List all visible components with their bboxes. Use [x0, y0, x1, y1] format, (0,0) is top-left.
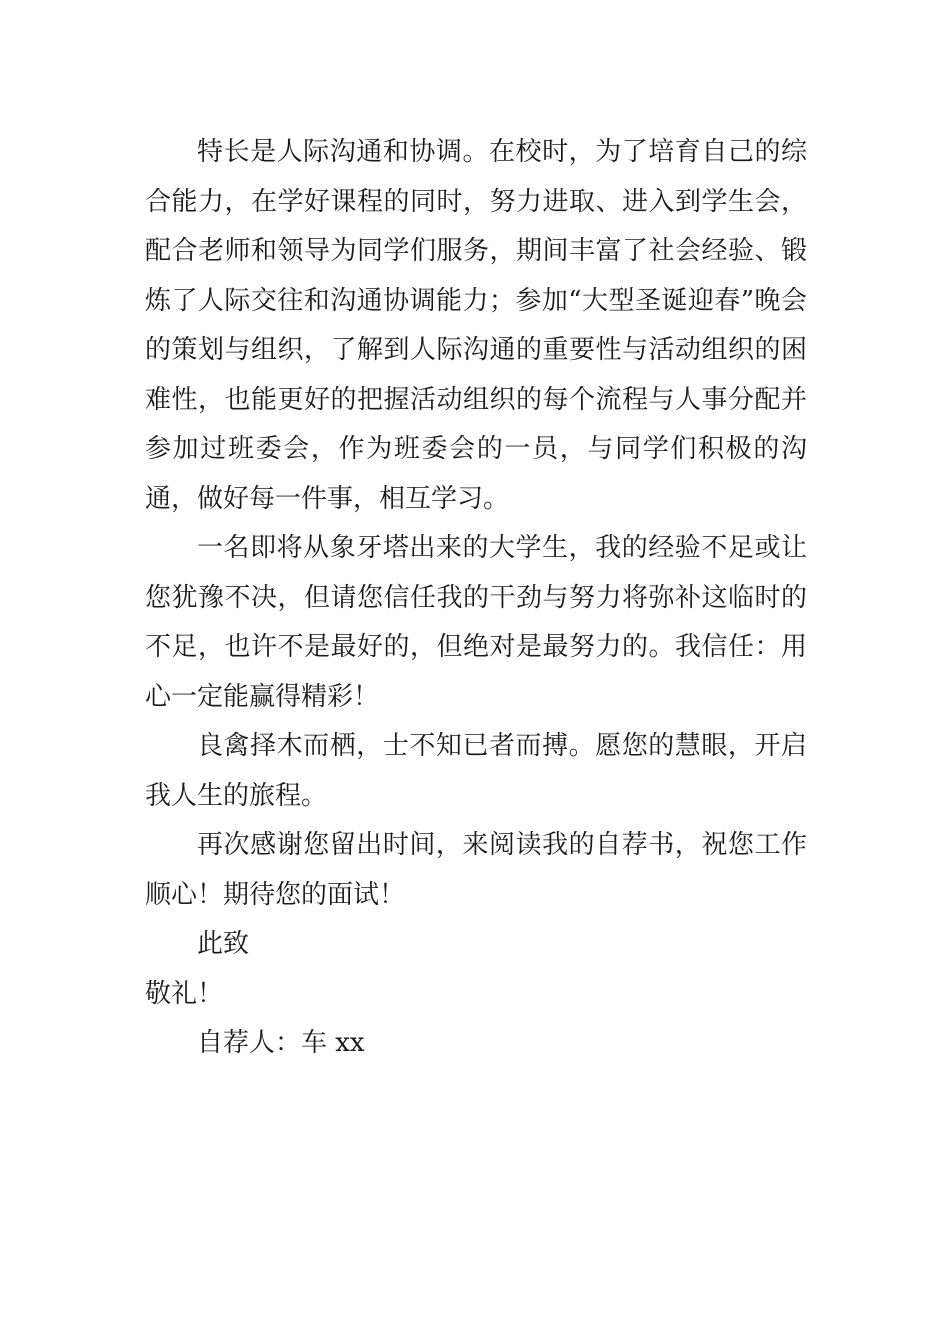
paragraph-self-intro: 一名即将从象牙塔出来的大学生，我的经验不足或让您犹豫不决，但请您信任我的干劲与努力将弥补这临时的不足，也许不是最好的，但绝对是最努力的。我信任：用心一定能赢得精彩！ [145, 533, 807, 712]
paragraph-proverb: 良禽择木而栖，士不知已者而搏。愿您的慧眼，开启我人生的旅程。 [145, 731, 807, 811]
salutation-line: 敬礼！ [145, 978, 224, 1009]
letter-body [145, 128, 807, 1069]
closing-line: 此致 [197, 929, 250, 959]
paragraph-thanks: 再次感谢您留出时间，来阅读我的自荐书，祝您工作顺心！期待您的面试！ [145, 830, 807, 910]
paragraph-skills: 特长是人际沟通和协调。在校时，为了培育自己的综合能力，在学好课程的同时，努力进取、进入到学生会，配合老师和领导为同学们服务，期间丰富了社会经验、锻炼了人际交往和沟通协调能力；参加“大型圣诞迎春”晚会的策划与组织，了解到人际沟通的重要性与活动组织的困难性，也能更好的把握活动组织的每个流程与人事分配并参加过班委会，作为班委会的一员，与同学们积极的沟通，做好每一件事，相互学习。 [145, 137, 807, 514]
signature-line: 自荐人：车 xx [197, 1028, 365, 1058]
